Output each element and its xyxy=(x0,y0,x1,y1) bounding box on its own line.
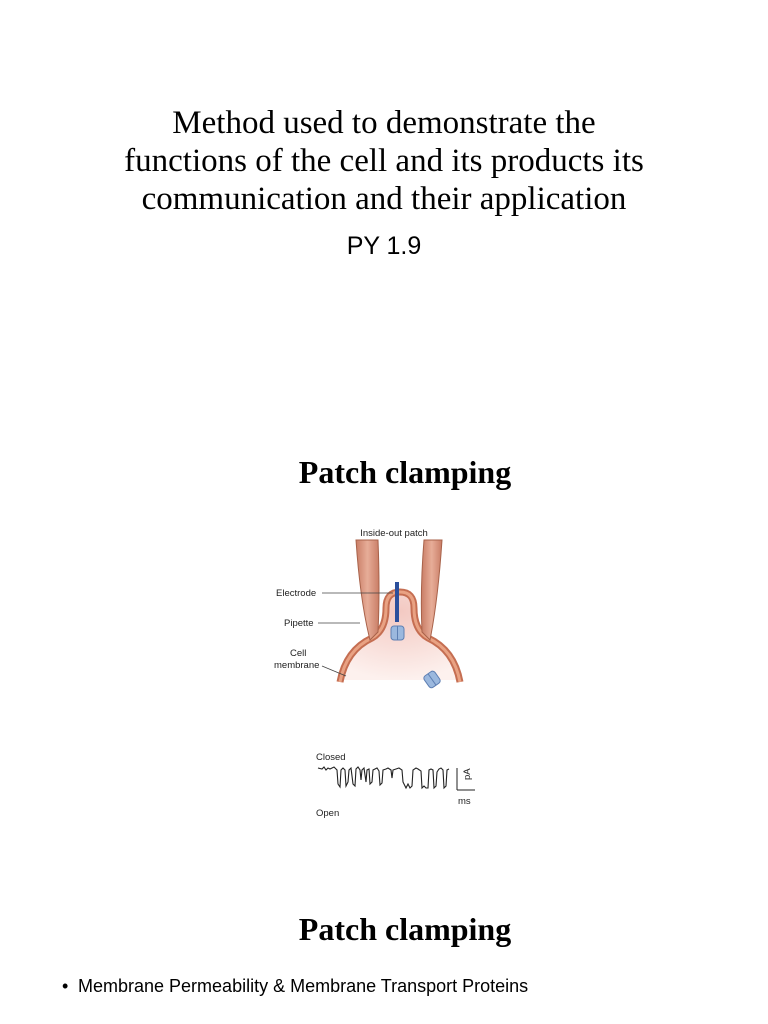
single-channel-current-trace xyxy=(310,748,500,822)
pipette-right-wall xyxy=(421,540,442,640)
trace-open-label: Open xyxy=(316,808,340,819)
title-line-3: communication and their application xyxy=(141,181,627,217)
bullet-text: Membrane Permeability & Membrane Transport Proteins xyxy=(78,976,529,996)
figure-title: Inside-out patch xyxy=(360,528,428,539)
slide-title xyxy=(60,104,708,218)
label-pipette: Pipette xyxy=(284,618,314,629)
ion-channel-top xyxy=(391,626,404,640)
patch-illustration xyxy=(260,520,500,700)
competency-code: PY 1.9 xyxy=(346,232,422,260)
current-trace-plot xyxy=(310,748,500,822)
title-line-1: Method used to demonstrate the xyxy=(172,105,596,141)
bullet-item xyxy=(62,976,528,997)
section-heading-2: Patch clamping xyxy=(298,911,512,947)
trace-y-unit: pA xyxy=(462,768,473,780)
inside-out-patch-diagram xyxy=(260,520,500,700)
trace-x-unit: ms xyxy=(458,796,471,807)
label-membrane: membrane xyxy=(274,660,320,671)
title-line-2: functions of the cell and its products its xyxy=(124,143,644,179)
label-electrode: Electrode xyxy=(276,588,317,599)
pipette-left-wall xyxy=(356,540,379,640)
bullet-marker: • xyxy=(62,976,69,996)
trace-line xyxy=(318,767,449,788)
electrode-wire xyxy=(395,582,399,622)
section-heading-1: Patch clamping xyxy=(298,454,512,490)
trace-closed-label: Closed xyxy=(316,752,346,763)
label-cell: Cell xyxy=(290,648,307,659)
